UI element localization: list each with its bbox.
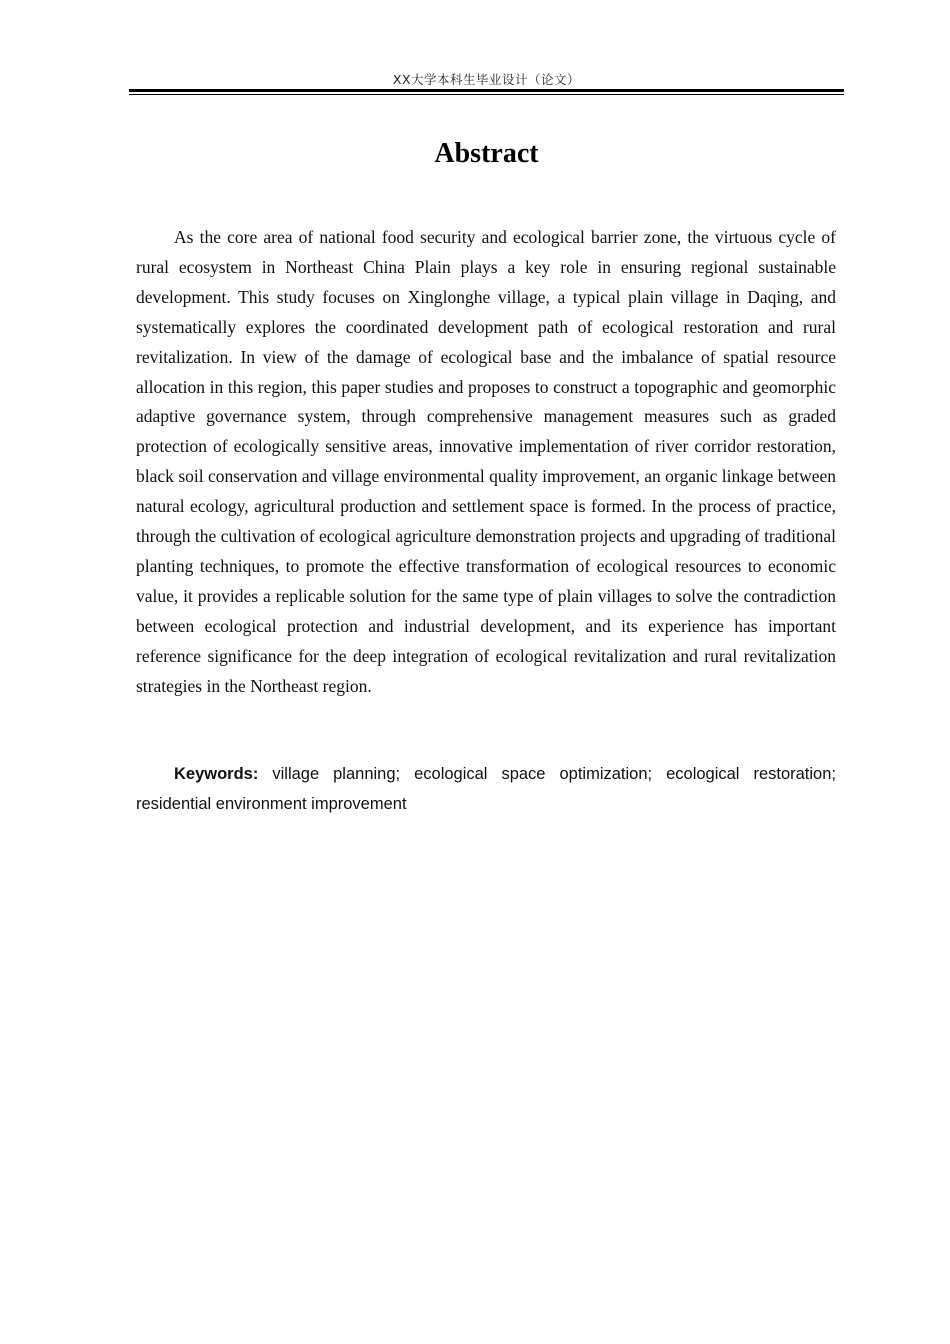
keywords-label: Keywords: xyxy=(174,765,259,783)
header-rule-thin xyxy=(129,94,844,95)
abstract-title: Abstract xyxy=(434,138,539,169)
running-header: XX大学本科生毕业设计（论文） xyxy=(392,72,581,87)
keywords-text: village planning; ecological space optimization; ecological restoration; residential environment improvement xyxy=(136,765,836,813)
header-rule-thick xyxy=(129,89,844,92)
keywords-paragraph xyxy=(136,759,836,819)
abstract-body: As the core area of national food security and ecological barrier zone, the virtuous cycle of rural ecosystem in Northeast China Plain plays a key role in ensuring regional sustainable development. This study focuses on Xinglonghe village, a typical plain village in Daqing, and systematically explores the coordinated development path of ecological restoration and rural revitalization. In view of the damage of ecological base and the imbalance of spatial resource allocation in this region, this paper studies and proposes to construct a topographic and geomorphic adaptive governance system, through comprehensive management measures such as graded protection of ecologically sensitive areas, innovative implementation of river corridor restoration, black soil conservation and village environmental quality improvement, an organic linkage between natural ecology, agricultural production and settlement space is formed. In the process of practice, through the cultivation of ecological agriculture demonstration projects and upgrading of traditional planting techniques, to promote the effective transformation of ecological resources to economic value, it provides a replicable solution for the same type of plain villages to solve the contradiction between ecological protection and industrial development, and its experience has important reference significance for the deep integration of ecological revitalization and rural revitalization strategies in the Northeast region. xyxy=(136,227,836,696)
